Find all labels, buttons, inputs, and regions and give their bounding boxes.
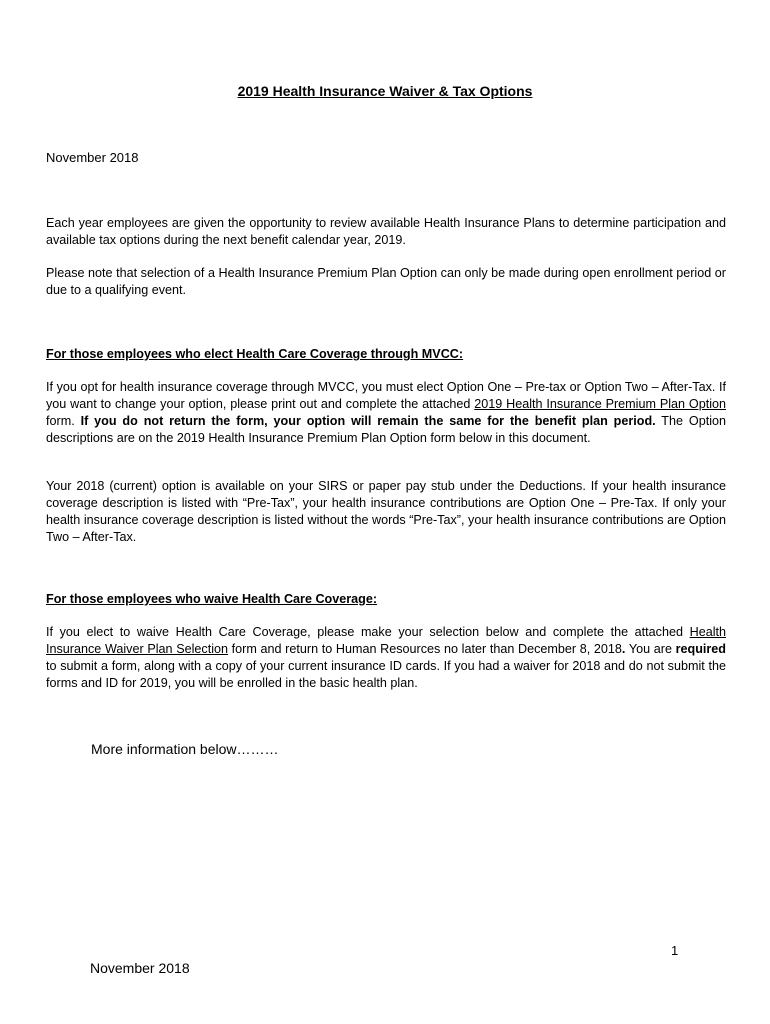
waive-coverage-heading (46, 592, 377, 606)
waive-heading-text: For those employees who waive Health Care Coverage (46, 592, 373, 606)
intro-paragraph-1: Each year employees are given the opportunity to review available Health Insurance Plans to determine participation and available tax options during the next benefit calendar year, 2019. (46, 216, 726, 247)
document-date: November 2018 (46, 150, 139, 165)
more-information-note: More information below……… (91, 741, 279, 757)
elect-text-b: form. (46, 414, 81, 428)
elect-text-c: The Option descriptions are on the 2019 Health Insurance Premium Plan Option form below in this document. (46, 414, 726, 445)
elect-bold-notice: If you do not return the form, your option will remain the same for the benefit plan period. (80, 414, 656, 428)
waiver-plan-selection-form-link[interactable]: Health Insurance Waiver Plan Selection (46, 625, 726, 656)
premium-plan-option-form-link[interactable]: 2019 Health Insurance Premium Plan Option (474, 397, 727, 411)
waive-text-a: If you elect to waive Health Care Coverage, please make your selection below and complete the attached (46, 625, 690, 639)
elect-coverage-heading: For those employees who elect Health Care Coverage through MVCC: (46, 347, 464, 361)
footer-date: November 2018 (90, 960, 190, 976)
elect-coverage-paragraph-2: Your 2018 (current) option is available on your SIRS or paper pay stub under the Deductions. If your health insurance coverage description is listed with “Pre-Tax”, your health insurance contributions are Option One – Pre-Tax. If only your health insurance coverage description is listed without the words “Pre-Tax”, your health insurance contributions are Option Two – After-Tax. (46, 479, 726, 544)
waive-bold-dot: . (621, 642, 626, 656)
elect-text-a: If you opt for health insurance coverage through MVCC, you must elect Option One – Pre-tax or Option Two – After-Tax. If you want to change your option, please print out and complete the attached (46, 380, 726, 411)
waive-heading-colon: : (372, 592, 378, 606)
document-title: 2019 Health Insurance Waiver & Tax Options (237, 83, 533, 99)
waive-required-word: required (675, 642, 726, 656)
page-number: 1 (671, 943, 679, 958)
waive-text-d: to submit a form, along with a copy of your current insurance ID cards. If you had a waiver for 2018 and do not submit the forms and ID for 2019, you will be enrolled in the basic health plan. (46, 659, 726, 690)
elect-coverage-paragraph-1 (46, 379, 726, 447)
waive-text-c: You are (625, 642, 676, 656)
waive-coverage-paragraph (46, 624, 726, 692)
waive-text-b: form and return to Human Resources no later than December 8, 2018 (228, 642, 622, 656)
intro-paragraph-2: Please note that selection of a Health Insurance Premium Plan Option can only be made during open enrollment period or due to a qualifying event. (46, 266, 726, 297)
